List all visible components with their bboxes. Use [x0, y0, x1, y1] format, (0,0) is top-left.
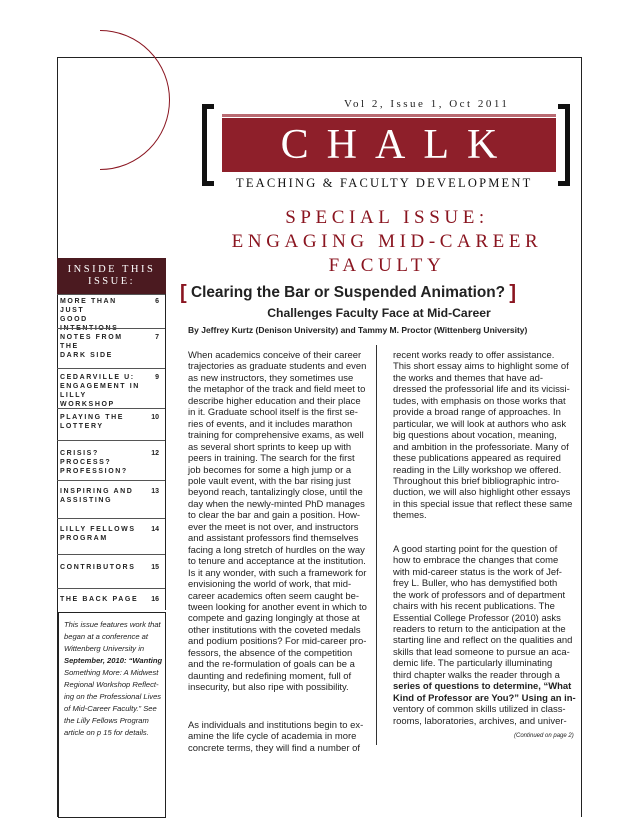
- text-line: When academics conceive of their career: [188, 350, 362, 361]
- toc-item-title: LILLY FELLOWS PROGRAM: [60, 526, 136, 542]
- toc-heading-line: ISSUE:: [87, 276, 136, 287]
- text-line: and assistant professors find themselves: [188, 533, 359, 545]
- text-line: recent works ready to offer assistance.: [393, 350, 555, 361]
- article-paragraph: [393, 350, 579, 522]
- toc-item-page: 9: [155, 374, 159, 381]
- toc-list: [57, 294, 166, 610]
- toc-item[interactable]: [57, 408, 165, 440]
- text-line: the work of professors and of department: [393, 589, 566, 601]
- text-line: third chapter walks the reader through a: [393, 669, 560, 681]
- toc-item-page: 15: [151, 564, 159, 571]
- title-close-bracket: ]: [509, 282, 517, 304]
- text-line: to tenure and acceptance at the institution.: [188, 556, 366, 568]
- text-line: with mid-career status is the work of Jef-: [393, 566, 562, 578]
- text-line: other institutions with the coveted medals: [188, 624, 361, 636]
- text-line: tudes, with emphasis on those works that: [393, 395, 566, 407]
- text-line: daunting and redefining moment, full of: [188, 670, 352, 682]
- text-line: the works and themes that have ad-: [393, 372, 544, 384]
- masthead-right-bracket: [558, 104, 570, 186]
- text-line: readers to return to the anticipation at the: [393, 623, 566, 635]
- text-line: in this special issue that reflect these same: [393, 498, 573, 510]
- text-line: as new instructors, they sometimes use: [188, 372, 354, 384]
- text-line: A good starting point for the question of: [393, 543, 558, 555]
- text-line: insecurity, but also ripe with possibility.: [188, 682, 349, 694]
- text-line: rooms, laboratories, archives, and univer-: [393, 715, 567, 727]
- text-line: ventory of common skills utilized in class-: [393, 704, 566, 716]
- article-title: [180, 282, 578, 305]
- toc-item-page: 6: [155, 298, 159, 305]
- toc-item-page: 12: [151, 450, 159, 457]
- text-line: particular, we will look at authors who ask: [393, 418, 567, 430]
- text-line: starting line and reflect on the qualities and: [393, 635, 573, 647]
- toc-item[interactable]: [57, 518, 165, 554]
- article-paragraph: [188, 720, 368, 754]
- toc-item-title: CONTRIBUTORS: [60, 564, 136, 571]
- text-line: career academics often seem caught be-: [188, 590, 360, 602]
- toc-item[interactable]: [57, 480, 165, 518]
- masthead-left-bracket: [202, 104, 214, 186]
- text-line: tween looking for another event in which to: [188, 601, 367, 613]
- text-line: in it. Graduate school itself is the first se-: [188, 407, 358, 419]
- text-line: day when the newly-minted PhD manages: [188, 498, 365, 510]
- toc-heading: [57, 258, 166, 294]
- text-line: Is it any wonder, with such a framework for: [188, 567, 367, 579]
- text-line: Kind of Professor are You?” Using an in-: [393, 692, 576, 704]
- article-paragraph: [393, 544, 579, 727]
- text-line: compete and gazing longingly at those at: [188, 613, 360, 625]
- toc-item-page: 7: [155, 334, 159, 341]
- toc-item[interactable]: [57, 294, 165, 332]
- masthead-accent-stripe: [222, 114, 556, 117]
- text-line: provide a broad range of approaches. In: [393, 407, 561, 419]
- article-subtitle: Challenges Faculty Face at Mid-Career: [267, 306, 491, 320]
- toc-item-page: 13: [151, 488, 159, 495]
- toc-item[interactable]: [57, 554, 165, 588]
- text-line: frey L. Buller, who has demystified both: [393, 578, 558, 590]
- special-issue-heading: [206, 206, 568, 278]
- newsletter-name: CHALK: [280, 122, 516, 168]
- decorative-arc: [30, 30, 170, 170]
- text-line: how to embrace the changes that come: [393, 555, 559, 567]
- text-line: series of questions to determine, “What: [393, 681, 572, 693]
- newsletter-tagline: TEACHING & FACULTY DEVELOPMENT: [236, 176, 533, 190]
- article-column-left: [188, 350, 368, 754]
- toc-item-title: MORE THAN JUST GOOD INTENTIONS: [60, 298, 119, 332]
- article-byline: By Jeffrey Kurtz (Denison University) and Tammy M. Proctor (Wittenberg University): [188, 325, 528, 335]
- special-issue-line: FACULTY: [328, 255, 446, 276]
- text-line: these publications appeared as required: [393, 453, 561, 465]
- toc-item-title: THE BACK PAGE: [60, 596, 139, 603]
- text-line: the metaphor of the track and field meet to: [188, 384, 366, 396]
- conference-note: This issue features work that began at a conference at Wittenberg University in September, 2010: “Wanting Something More: A Midwest Regional Workshop Reflect- ing on the Professional Lives of Mid-Career Faculty.” See the Lilly Fellows Program article on p 15 for details.: [58, 612, 166, 818]
- text-line: facing a long stretch of hurdles on the way: [188, 544, 365, 556]
- toc-item[interactable]: [57, 440, 165, 480]
- text-line: trajectories as graduate students and even: [188, 361, 367, 373]
- text-line: fessors, the absence of the competition: [188, 647, 353, 659]
- special-issue-line: ENGAGING MID-CAREER: [231, 231, 543, 252]
- toc-item[interactable]: [57, 368, 165, 408]
- text-line: reading in the Lilly workshop we offered.: [393, 464, 562, 476]
- toc-item-title: CRISIS? PROCESS? PROFESSION?: [60, 450, 128, 475]
- toc-item[interactable]: [57, 328, 165, 368]
- table-of-contents: [57, 258, 166, 610]
- text-line: Essential College Professor (2010) asks: [393, 612, 561, 624]
- issue-info: Vol 2, Issue 1, Oct 2011: [344, 98, 510, 110]
- toc-item-page: 10: [151, 414, 159, 421]
- text-line: as several short sprints to keep up with: [188, 441, 352, 453]
- text-line: ever the meet is not over, and instructors: [188, 521, 359, 533]
- text-line: beyond reach, tantalizingly close, until the: [188, 487, 363, 499]
- text-line: chairs with his recent publications. The: [393, 601, 555, 613]
- toc-item-page: 16: [151, 596, 159, 603]
- text-line: amine the life cycle of academia in more: [188, 731, 357, 743]
- toc-heading-line: INSIDE THIS: [67, 264, 156, 275]
- text-line: job becomes for some a high jump or a: [188, 464, 352, 476]
- text-line: themes.: [393, 510, 427, 522]
- text-line: As individuals and institutions begin to ex-: [188, 719, 364, 731]
- toc-item-page: 14: [151, 526, 159, 533]
- text-line: and the re-formulation of goals can be a: [188, 659, 355, 671]
- article-title-text: Clearing the Bar or Suspended Animation?: [190, 284, 506, 301]
- special-issue-line: SPECIAL ISSUE:: [285, 207, 489, 228]
- text-line: concrete terms, they will find a number of: [188, 742, 361, 754]
- toc-item-title: NOTES FROM THE DARK SIDE: [60, 334, 123, 359]
- text-line: duction, we will also highlight other essays: [393, 487, 571, 499]
- text-line: demic life. The particularly illuminating: [393, 658, 553, 670]
- text-line: ries of events, and it includes marathon: [188, 418, 353, 430]
- text-line: big questions about vocation, meaning,: [393, 430, 557, 442]
- text-line: to clear the bar and gain a position. How-: [188, 510, 361, 522]
- text-line: training for comprehensive exams, as well: [188, 430, 364, 442]
- toc-item[interactable]: [57, 588, 165, 610]
- text-line: peers in training. The search for the first: [188, 453, 355, 465]
- text-line: dressed the professorial life and its vicissi-: [393, 384, 570, 396]
- text-line: describe higher education and their place: [188, 395, 361, 407]
- text-line: envisioning the world of work, that mid-: [188, 579, 352, 591]
- text-line: and ambition in the professoriate. Many of: [393, 441, 569, 453]
- title-open-bracket: [: [180, 282, 187, 304]
- text-line: This short essay aims to highlight some of: [393, 361, 569, 373]
- text-line: pole vault event, with the bar rising just: [188, 475, 351, 487]
- text-line: Throughout this brief bibliographic intro-: [393, 475, 560, 487]
- continued-note: (Continued on page 2): [514, 733, 574, 739]
- article-paragraph: [188, 350, 368, 694]
- text-line: and podium positions? For mid-career pro-: [188, 636, 367, 648]
- toc-item-title: CEDARVILLE U: ENGAGEMENT IN LILLY WORKSHOP: [60, 374, 140, 408]
- column-divider: [376, 345, 377, 745]
- article-column-right: [393, 350, 579, 727]
- toc-item-title: INSPIRING AND ASSISTING: [60, 488, 134, 504]
- text-line: skills that lead someone to pursue an aca-: [393, 646, 570, 658]
- toc-item-title: PLAYING THE LOTTERY: [60, 414, 125, 430]
